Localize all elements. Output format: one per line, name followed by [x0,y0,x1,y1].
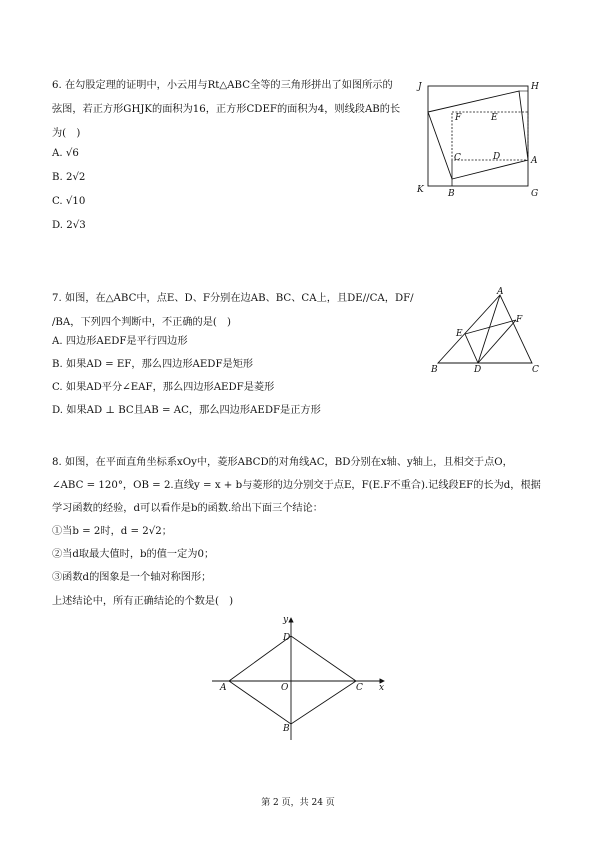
q7-label-A: A [497,287,504,297]
q6-option-a: A. √6 [52,148,79,159]
q7-label-B: B [431,365,438,375]
q8-conclusion-3: ③函数d的图象是一个轴对称图形； [52,572,212,583]
q6-label-B: B [448,189,455,199]
q7-option-d: D. 如果AD ⊥ BC且AB = AC，那么四边形AEDF是正方形 [52,405,321,416]
q8-label-y: y [283,615,289,625]
q7-label-D: D [474,365,482,375]
q6-label-J: J [418,82,422,92]
q7-option-b: B. 如果AD = EF，那么四边形AEDF是矩形 [52,359,254,370]
q8-label-D: D [283,633,291,643]
q7-option-a: A. 四边形AEDF是平行四边形 [52,336,188,347]
q8-label-B: B [283,724,290,734]
q7-line-1: 7. 如图，在△ABC中，点E、D、F分别在边AB、BC、CA上，且DE//CA，DF/ [52,293,414,304]
q6-line-2: 弦图，若正方形GHJK的面积为16，正方形CDEF的面积为4，则线段AB的长 [52,104,401,115]
q8-line-2: ∠ABC = 120°，OB = 2.直线y = x + b与菱形的边分别交于点E，F(E.F不重合).记线段EF的长为d，根据 [52,480,541,491]
q6-line-1: 6. 在勾股定理的证明中，小云用与Rt△ABC全等的三角形拼出了如图所示的 [52,80,393,91]
q6-label-E: E [491,113,498,123]
q8-label-A: A [220,683,227,693]
q7-label-E: E [456,329,463,339]
q6-label-C: C [454,153,461,163]
q6-label-F: F [455,113,462,123]
q6-line-3: 为( ) [52,128,81,139]
q6-label-D: D [493,152,501,162]
q7-label-F: F [516,315,523,325]
q8-line-1: 8. 如图，在平面直角坐标系xOy中，菱形ABCD的对角线AC，BD分别在x轴、y轴上，且相交于点O， [52,457,513,468]
q8-label-O: O [281,683,289,693]
q8-conclusion-1: ①当b = 2时，d = 2√2； [52,526,172,537]
q6-label-K: K [417,185,424,195]
q8-line-3: 学习函数的经验，d可以看作是b的函数.给出下面三个结论： [52,503,323,514]
q6-label-H: H [531,82,539,92]
q6-option-d: D. 2√3 [52,220,86,231]
q8-label-C: C [356,683,363,693]
q6-option-b: B. 2√2 [52,172,86,183]
q6-label-A: A [531,156,538,166]
q6-option-c: C. √10 [52,196,86,207]
q6-label-G: G [531,189,539,199]
q8-label-x: x [379,683,385,693]
q7-label-C: C [532,365,539,375]
q8-rhombus-abcd [229,636,356,724]
q8-conclusion-2: ②当d取最大值时，b的值一定为0； [52,549,215,560]
q7-option-c: C. 如果AD平分∠EAF，那么四边形AEDF是菱形 [52,382,275,393]
page-footer: 第 2 页，共 24 页 [261,798,335,808]
q7-line-2: /BA，下列四个判断中，不正确的是( ) [52,317,232,328]
q8-question: 上述结论中，所有正确结论的个数是( ) [52,596,234,607]
